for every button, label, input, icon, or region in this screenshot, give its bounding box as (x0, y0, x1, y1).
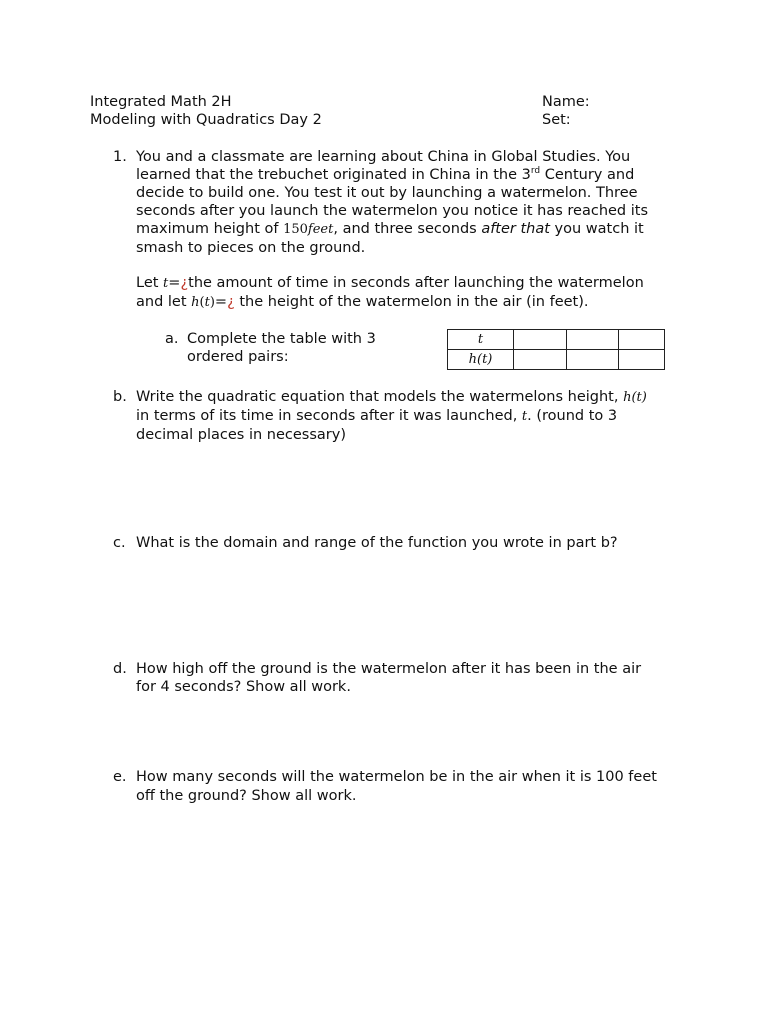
table-cell[interactable] (619, 350, 665, 370)
part-b-text-seg: Write the quadratic equation that models the watermelons height, (136, 389, 624, 405)
table-row (448, 350, 665, 370)
problem-text: you watch it (549, 221, 644, 237)
var-t: t (204, 295, 210, 310)
part-a-text: Complete the table with 3 (187, 331, 376, 347)
problem-text: maximum height of (136, 221, 284, 237)
course-title: Integrated Math 2H (90, 94, 232, 110)
worksheet-title: Modeling with Quadratics Day 2 (90, 112, 322, 128)
part-b-line: decimal places in necessary) (136, 427, 346, 443)
part-b-line (136, 407, 681, 426)
part-d-text: How high off the ground is the watermelon after it has been in the air (136, 661, 642, 677)
ordered-pairs-table (447, 329, 665, 370)
emphasis-text: after that (481, 221, 550, 237)
let-text: the height of the watermelon in the air (in feet). (234, 294, 589, 310)
part-c-label: c. (113, 535, 126, 551)
let-h-line (136, 293, 681, 312)
problem-line: seconds after you launch the watermelon you notice it has reached its (136, 203, 649, 219)
paren: ( (199, 295, 205, 310)
paren: ) (209, 295, 215, 310)
part-b-text (136, 388, 681, 444)
part-d-label: d. (113, 661, 127, 677)
problem-number: 1. (113, 149, 127, 165)
problem-line: decide to build one. You test it out by launching a watermelon. Three (136, 185, 638, 201)
table-row (448, 330, 665, 350)
set-label: Set: (542, 112, 571, 128)
part-c-text: What is the domain and range of the function you wrote in part b? (136, 535, 618, 551)
problem-text: Century and (540, 167, 635, 183)
ordinal-suffix: rd (530, 166, 541, 176)
let-text: the amount of time in seconds after launching the watermelon (188, 275, 644, 291)
table-cell[interactable] (514, 350, 567, 370)
part-d-text: for 4 seconds? Show all work. (136, 679, 351, 695)
height-unit: feet (307, 222, 334, 237)
placeholder-glyph: ¿ (227, 294, 235, 310)
part-b-text-seg: in terms of its time in seconds after it was launched, (136, 408, 522, 424)
equals-sign: = (168, 275, 181, 291)
part-a-text: ordered pairs: (187, 349, 289, 365)
var-h: h (191, 295, 200, 310)
problem-statement (136, 148, 681, 257)
part-e-label: e. (113, 769, 127, 785)
equals-sign: = (214, 294, 228, 310)
var-t-paren: (t) (477, 352, 493, 367)
table-cell[interactable] (514, 330, 567, 350)
var-t: t (477, 332, 484, 347)
let-text: Let (136, 275, 164, 291)
table-cell[interactable] (567, 330, 619, 350)
problem-line (136, 166, 681, 184)
name-label: Name: (542, 94, 590, 110)
part-b-text-seg: . (round to 3 (527, 408, 618, 424)
part-e-text: off the ground? Show all work. (136, 788, 357, 804)
table-cell[interactable] (619, 330, 665, 350)
problem-line: You and a classmate are learning about China in Global Studies. You (136, 149, 631, 165)
part-b-line (136, 388, 681, 407)
var-h: h (468, 352, 477, 367)
problem-text: learned that the trebuchet originated in China in the 3 (136, 167, 531, 183)
var-t: t (521, 409, 528, 424)
table-cell[interactable] (567, 350, 619, 370)
table-header-t (448, 330, 514, 350)
height-value: 150 (283, 222, 308, 237)
problem-line (136, 220, 681, 239)
problem-text: , and three seconds (333, 221, 482, 237)
part-b-label: b. (113, 389, 127, 405)
part-e-text: How many seconds will the watermelon be in the air when it is 100 feet (136, 769, 657, 785)
placeholder-glyph: ¿ (180, 275, 189, 291)
var-h-t: h(t) (623, 390, 647, 405)
let-text: and let (136, 294, 192, 310)
variable-definitions (136, 274, 681, 312)
let-t-line (136, 274, 681, 293)
var-t: t (163, 276, 169, 291)
problem-line: smash to pieces on the ground. (136, 240, 366, 256)
part-a-label: a. (165, 331, 179, 347)
table-header-h (448, 350, 514, 370)
